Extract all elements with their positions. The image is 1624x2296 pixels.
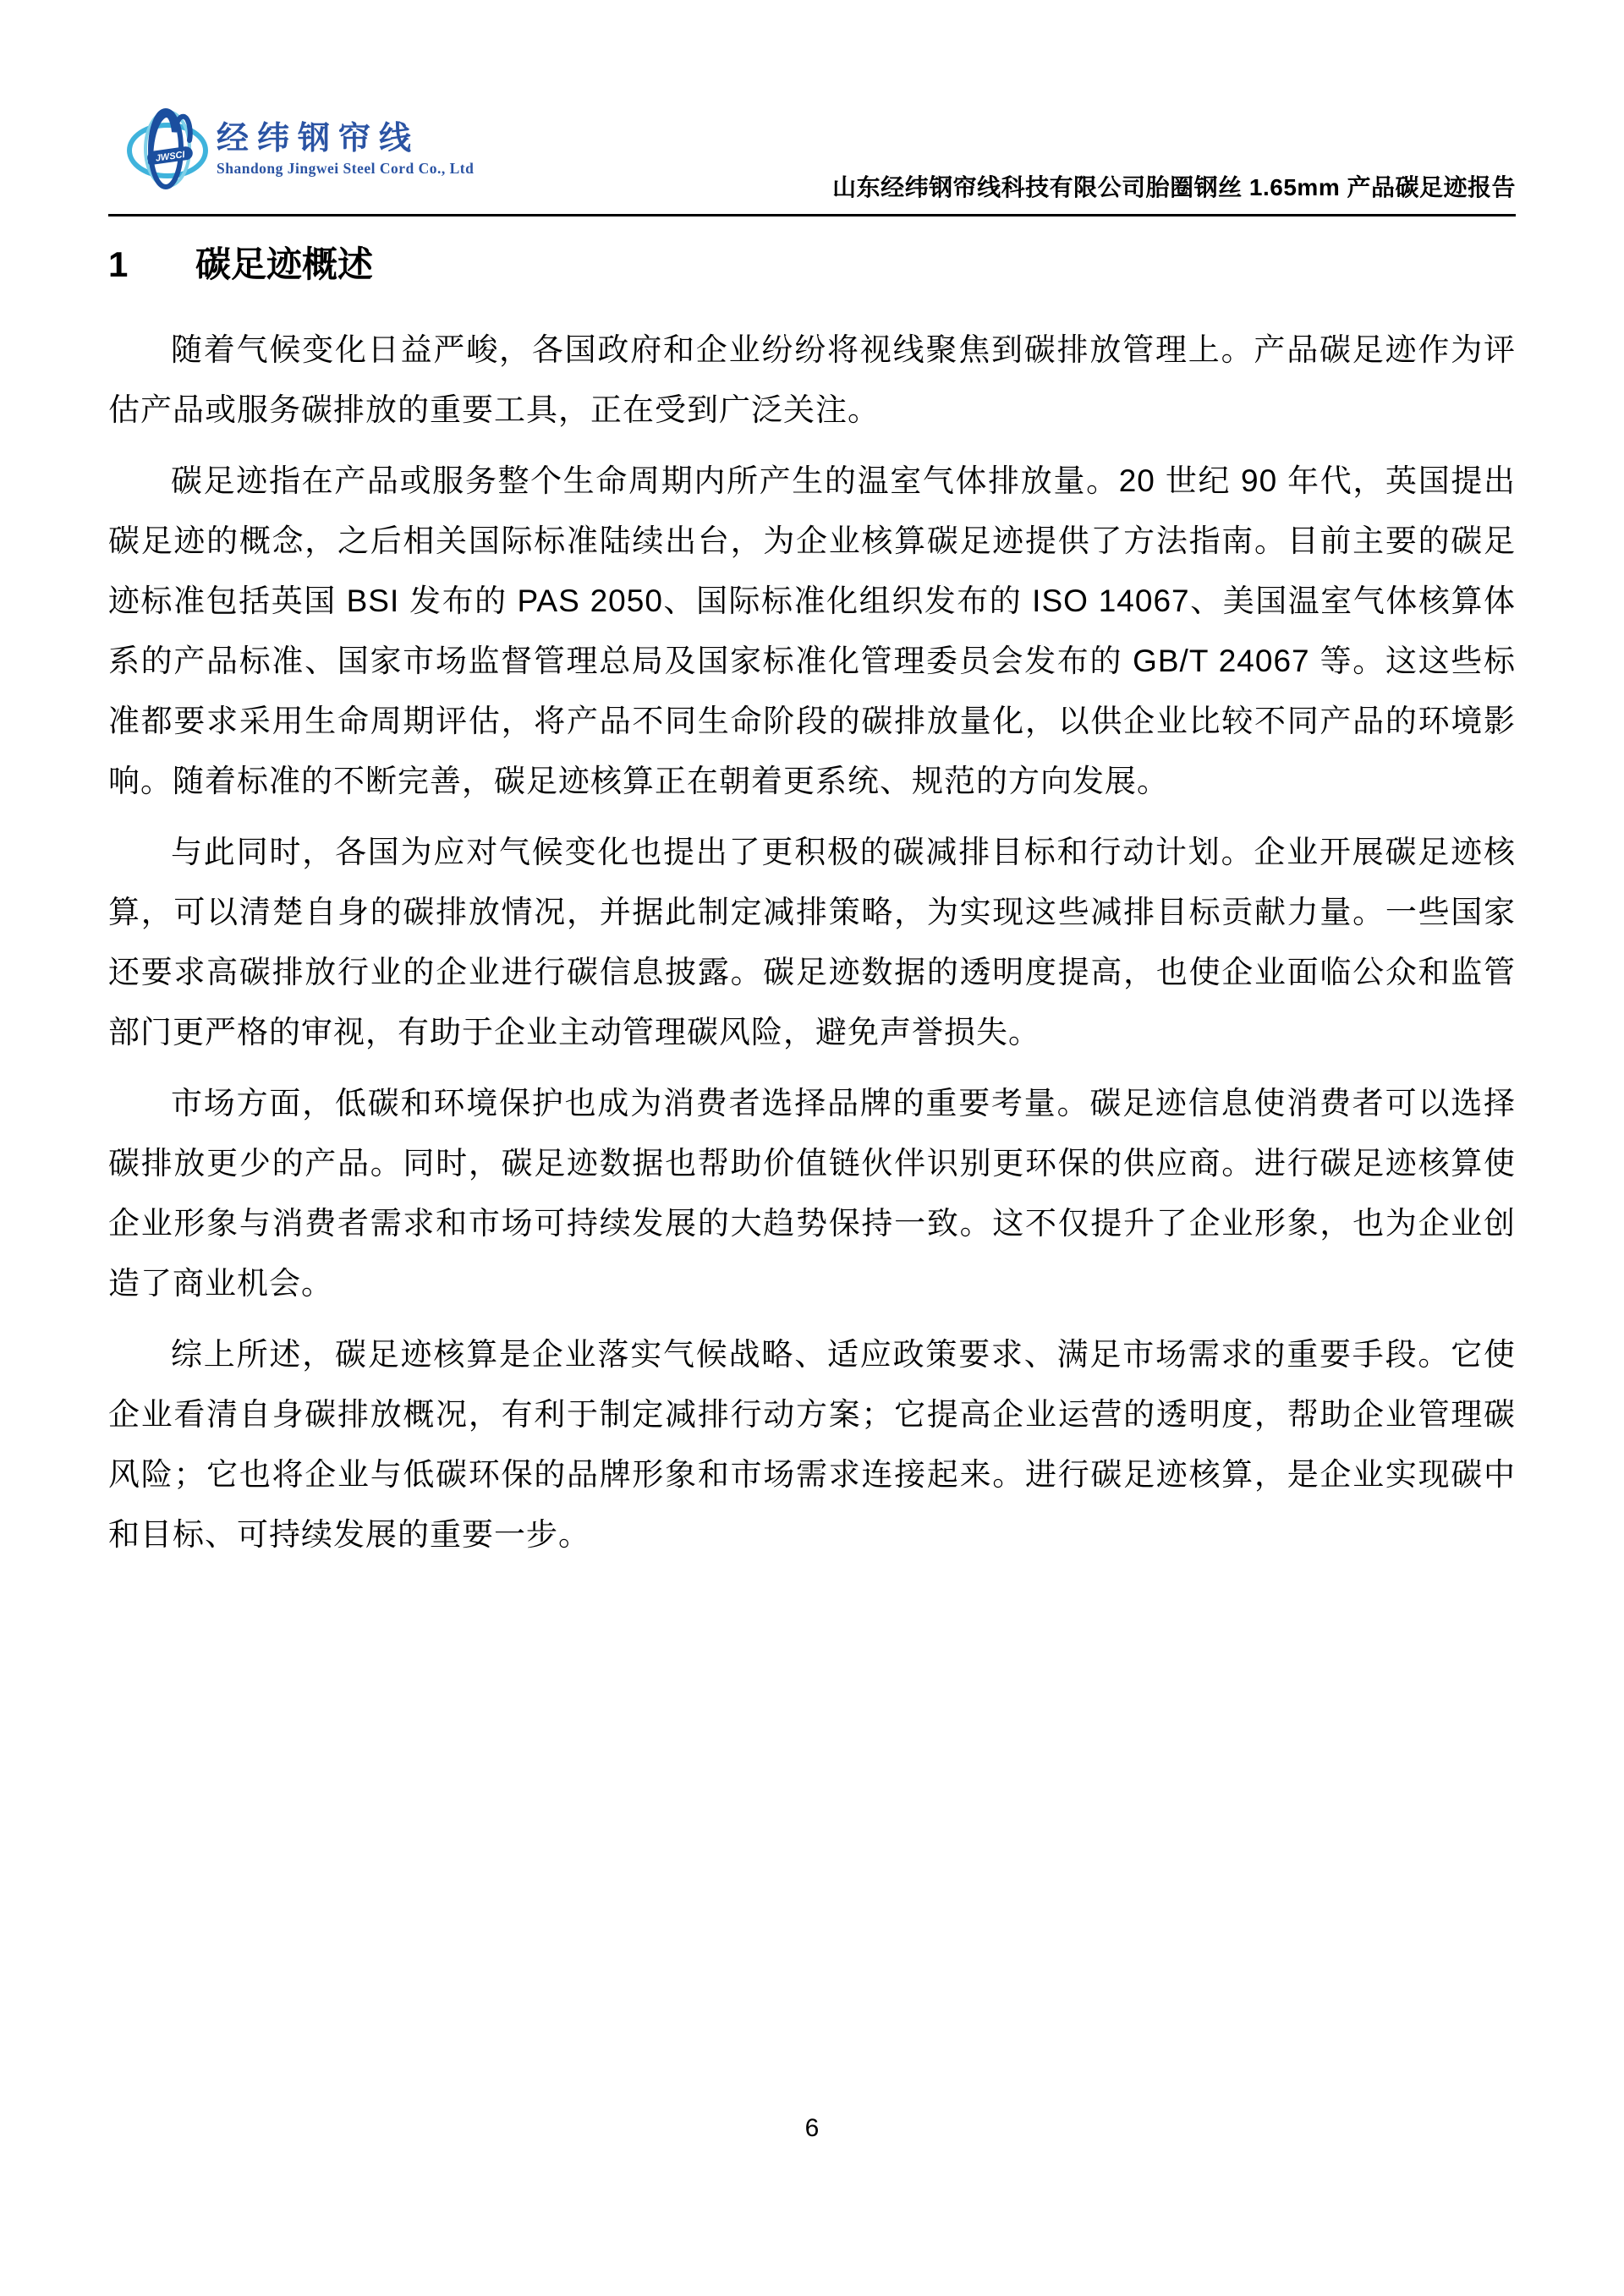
section-title: 碳足迹概述 [195,244,374,284]
logo-monogram: JWSCI [155,149,186,164]
header-divider-line [108,214,1516,216]
logo-english-name: Shandong Jingwei Steel Cord Co., Ltd [217,159,475,177]
paragraph-summary: 综上所述，碳足迹核算是企业落实气候战略、适应政策要求、满足市场需求的重要手段。它使企业看清自身碳排放概况，有利于制定减排行动方案；它提高企业运营的透明度，帮助企业管理碳风险；它也将企业与低碳环保的品牌形象和市场需求连接起来。进行碳足迹核算，是企业实现碳中和目标、可持续发展的重要一步。 [108,1337,1516,1553]
paragraph-intro: 随着气候变化日益严峻，各国政府和企业纷纷将视线聚焦到碳排放管理上。产品碳足迹作为评估产品或服务碳排放的重要工具，正在受到广泛关注。 [108,332,1516,428]
paragraph-market: 市场方面，低碳和环境保护也成为消费者选择品牌的重要考量。碳足迹信息使消费者可以选择碳排放更少的产品。同时，碳足迹数据也帮助价值链伙伴识别更环保的供应商。进行碳足迹核算使企业形象与消费者需求和市场可持续发展的大趋势保持一致。这不仅提升了企业形象，也为企业创造了商业机会。 [108,1086,1516,1301]
paragraph-definition-standards: 碳足迹指在产品或服务整个生命周期内所产生的温室气体排放量。20 世纪 90 年代，英国提出碳足迹的概念，之后相关国际标准陆续出台，为企业核算碳足迹提供了方法指南。目前主要的碳足迹标准包括英国 BSI 发布的 PAS 2050、国际标准化组织发布的 ISO 14067、美国温室气体核算体系的产品标准、国家市场监督管理总局及国家标准化管理委员会发布的 GB/T 24067 等。这这些标准都要求采用生命周期评估，将产品不同生命阶段的碳排放量化，以供企业比较不同产品的环境影响。随着标准的不断完善，碳足迹核算正在朝着更系统、规范的方向发展。 [108,463,1516,799]
report-header-title: 山东经纬钢帘线科技有限公司胎圈钢丝 1.65mm 产品碳足迹报告 [832,174,1516,200]
section-heading [108,244,1516,286]
paragraph-policy-targets: 与此同时，各国为应对气候变化也提出了更积极的碳减排目标和行动计划。企业开展碳足迹核算，可以清楚自身的碳排放情况，并据此制定减排策略，为实现这些减排目标贡献力量。一些国家还要求高碳排放行业的企业进行碳信息披露。碳足迹数据的透明度提高，也使企业面临公众和监管部门更严格的审视，有助于企业主动管理碳风险，避免声誉损失。 [108,835,1516,1050]
page-number: 6 [804,2114,820,2142]
globe-logo-icon [127,103,211,191]
logo-text-block [217,122,474,178]
document-body [108,244,1516,1564]
company-logo [127,103,474,191]
page-footer [0,2114,1624,2143]
logo-chinese-name: 经纬钢帘线 [217,121,420,156]
section-number: 1 [108,244,129,284]
